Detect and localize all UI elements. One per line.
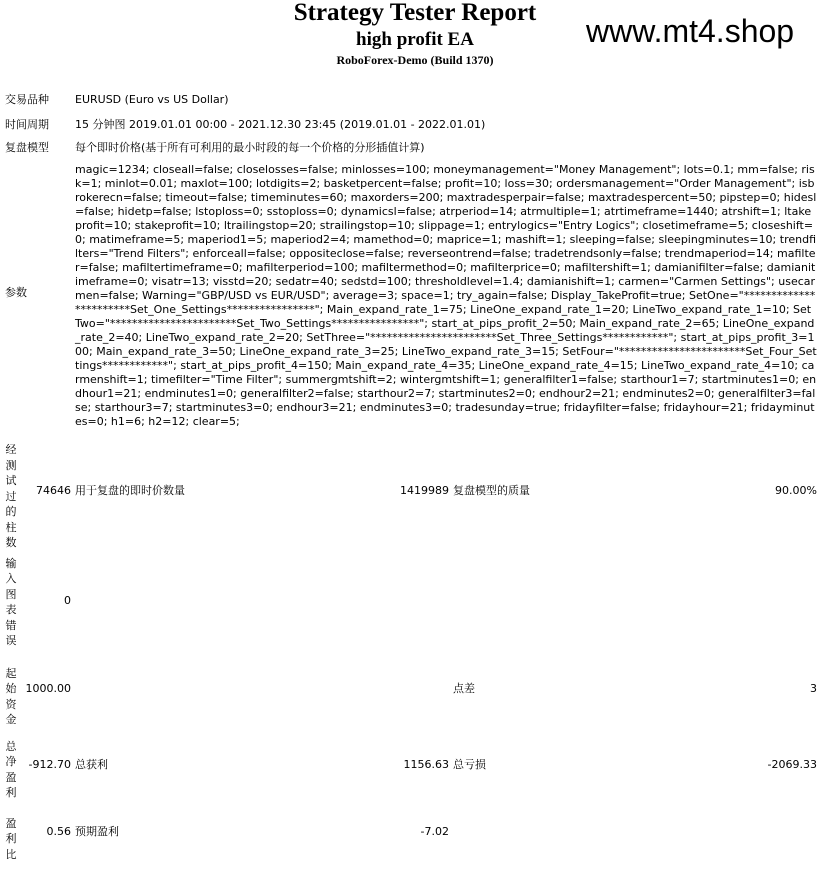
ticks-label: 用于复盘的即时价数量 bbox=[75, 483, 185, 497]
period-label: 时间周期 bbox=[5, 118, 49, 131]
period-value: 15 分钟图 2019.01.01 00:00 - 2021.12.30 23:45 (2019.01.01 - 2022.01.01) bbox=[75, 118, 486, 131]
bars-label: 经测试过的柱数 bbox=[5, 443, 17, 549]
errors-label: 输入图表错误 bbox=[5, 556, 17, 647]
spread-label: 点差 bbox=[453, 682, 475, 695]
report-table bbox=[3, 92, 819, 863]
ea-name: high profit EA bbox=[356, 29, 474, 50]
deposit-value: 1000.00 bbox=[25, 682, 71, 695]
pf-row bbox=[3, 802, 819, 864]
errors-row bbox=[3, 552, 819, 650]
gross-loss-value: -2069.33 bbox=[767, 758, 817, 771]
net-row bbox=[3, 729, 819, 802]
symbol-value: EURUSD (Euro vs US Dollar) bbox=[75, 93, 229, 106]
deposit-label: 起始资金 bbox=[5, 666, 17, 726]
spread-value: 3 bbox=[810, 682, 817, 695]
model-label: 复盘模型 bbox=[5, 141, 49, 154]
period-row bbox=[3, 108, 819, 133]
expected-label: 预期盈利 bbox=[75, 825, 119, 839]
bars-value: 74646 bbox=[36, 483, 71, 497]
params-label: 参数 bbox=[5, 286, 27, 299]
expected-value: -7.02 bbox=[420, 825, 449, 839]
symbol-label: 交易品种 bbox=[5, 93, 49, 106]
model-value: 每个即时价格(基于所有可利用的最小时段的每一个价格的分形插值计算) bbox=[75, 141, 425, 154]
bars-row bbox=[3, 430, 819, 552]
errors-value: 0 bbox=[64, 593, 71, 607]
gross-profit-label: 总获利 bbox=[75, 758, 108, 771]
params-row bbox=[3, 156, 819, 430]
gross-loss-label: 总亏损 bbox=[453, 758, 486, 771]
report-header bbox=[0, 0, 835, 70]
server-build: RoboForex-Demo (Build 1370) bbox=[336, 53, 494, 67]
pf-value: 0.56 bbox=[46, 825, 71, 839]
deposit-row bbox=[3, 650, 819, 729]
report-title: Strategy Tester Report bbox=[293, 0, 537, 26]
gross-profit-value: 1156.63 bbox=[403, 758, 449, 771]
website-watermark: www.mt4.shop bbox=[586, 13, 795, 49]
quality-label: 复盘模型的质量 bbox=[453, 483, 530, 497]
pf-label: 盈利比 bbox=[5, 816, 17, 861]
model-row bbox=[3, 133, 819, 156]
net-value: -912.70 bbox=[28, 758, 71, 771]
quality-value: 90.00% bbox=[775, 483, 817, 497]
symbol-row bbox=[3, 92, 819, 108]
params-value: magic=1234; closeall=false; closelosses=false; minlosses=100; moneymanagement="Money Management"; lots=0.1; mm=false; risk=1; minlot=0.01; maxlot=100; lotdigits=2; basketpercent=false; profit=10; loss=30; ordersmanagement="Order Management"; isbrokerecn=false; timeout=false; timeminutes=60; maxorders=200; maxtradesperpair=false; maxtradespercent=50; pipstep=0; hidesl=false; hidetp=false; lstoploss=0; sstoploss=0; dynamicsl=false; atrperiod=14; atrmultiple=1; atrtimeframe=1440; atrshift=1; ltakeprofit=10; stakeprofit=10; ltrailingstop=20; strailingstop=10; slippage=1; entrylogics="Entry Logics"; closetimeframe=5; closeshift=0; matimeframe=5; maperiod1=5; maperiod2=4; mamethod=0; maprice=1; mashift=1; sleeping=false; sleepingminutes=10; trendfilters="Trend Filters"; enforceall=false; oppositeclose=false; reverseontrend=false; tradetrendsonly=false; trendmaperiod=14; mafilter=false; mafiltertimeframe=0; mafilterperiod=100; mafiltermethod=0; mafilterprice=0; mafiltershift=1; damianifilter=false; damianitimeframe=0; visatr=13; visstd=20; sedatr=40; sedstd=100; thresholdlevel=1.4; damianishift=1; carmen="Carmen Settings"; usecarmen=false; Warning="GBP/USD vs EUR/USD"; average=3; space=1; try_again=false; Display_TakeProfit=true; SetOne="***********************Set_One_Settings****************"; Main_expand_rate_1=75; LineOne_expand_rate_1=20; LineTwo_expand_rate_1=10; SetTwo="***********************Set_Two_Settings****************"; start_at_pips_profit_2=50; Main_expand_rate_2=65; LineOne_expand_rate_2=40; LineTwo_expand_rate_2=20; SetThree="***********************Set_Three_Settings************"; start_at_pips_profit_3=100; Main_expand_rate_3=50; LineOne_expand_rate_3=25; LineTwo_expand_rate_3=15; SetFour="***********************Set_Four_Settings************"; start_at_pips_profit_4=150; Main_expand_rate_4=35; LineOne_expand_rate_4=15; LineTwo_expand_rate_4=10; carmenshift=1; timefilter="Time Filter"; summergmtshift=2; wintergmtshift=1; generalfilter1=false; starthour1=7; startminutes1=0; endhour1=21; endminutes1=0; generalfilter2=false; starthour2=7; startminutes2=0; endhour2=21; endminutes2=0; generalfilter3=false; starthour3=7; startminutes3=0; endhour3=21; endminutes3=0; tradesunday=true; fridayfilter=false; fridayhour=21; fridayminutes=0; h1=6; h2=12; clear=5; bbox=[75, 163, 817, 428]
net-label: 总净盈利 bbox=[5, 739, 17, 799]
ticks-value: 1419989 bbox=[400, 483, 449, 497]
